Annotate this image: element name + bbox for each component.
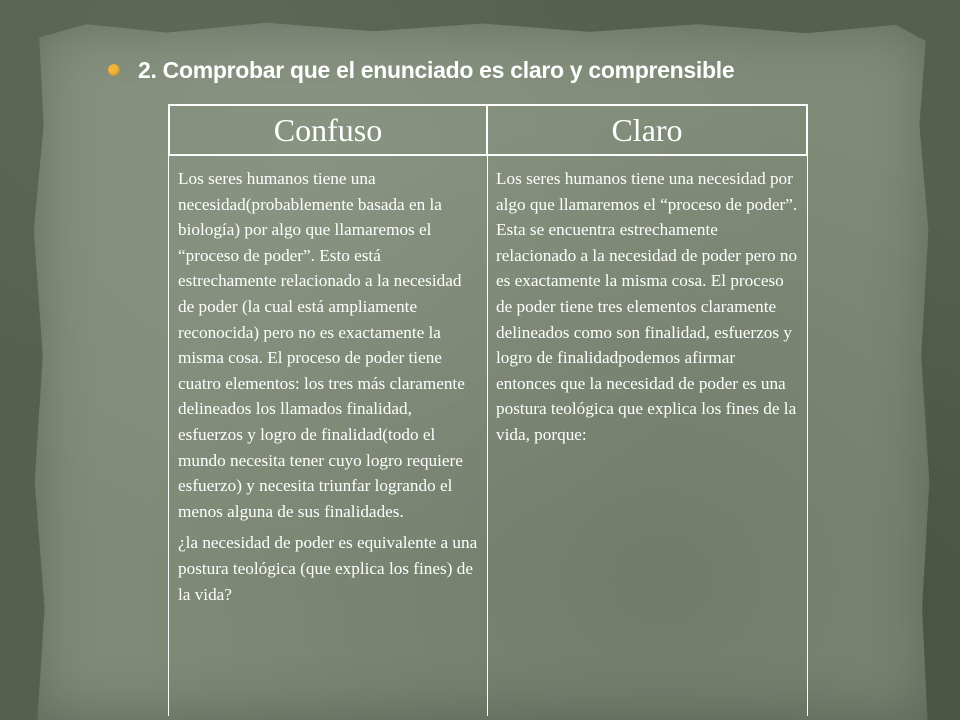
comparison-table (168, 104, 806, 716)
claro-paragraph: Los seres humanos tiene una necesidad por algo que llamaremos el “proceso de poder”. Esta se encuentra estrechamente relacionado a la necesidad de poder pero no es exactamente la misma cosa. El proceso de poder tiene tres elementos claramente delineados como son finalidad, esfuerzos y logro de finalidadpodemos afirmar entonces que la necesidad de poder es una postura teológica que explica los fines de la vida, porque: (496, 169, 798, 444)
confuso-cell (168, 156, 488, 716)
slide-heading (108, 52, 734, 88)
heading-text: 2. Comprobar que el enunciado es claro y comprensible (138, 56, 735, 83)
confuso-question: ¿la necesidad de poder es equivalente a una postura teológica (que explica los fines) de la vida? (178, 533, 478, 604)
column-header-confuso: Confuso (168, 104, 488, 156)
column-header-claro: Claro (488, 104, 808, 156)
table-header-row (168, 104, 808, 156)
table-row (168, 156, 808, 716)
bullet-icon (108, 64, 120, 76)
confuso-paragraph: Los seres humanos tiene una necesidad(probablemente basada en la biología) por algo que llamaremos el “proceso de poder”. Esto está estrechamente relacionado a la necesidad de poder (la cual está ampliamente reconocida) pero no es exactamente la misma cosa. El proceso de poder tiene cuatro elementos: los tres más claramente delineados los llamados finalidad, esfuerzos y logro de finalidad(todo el mundo necesita tener cuyo logro requiere esfuerzo) y necesita triunfar logrando el menos alguna de sus finalidades. (178, 169, 465, 521)
claro-cell (488, 156, 808, 716)
